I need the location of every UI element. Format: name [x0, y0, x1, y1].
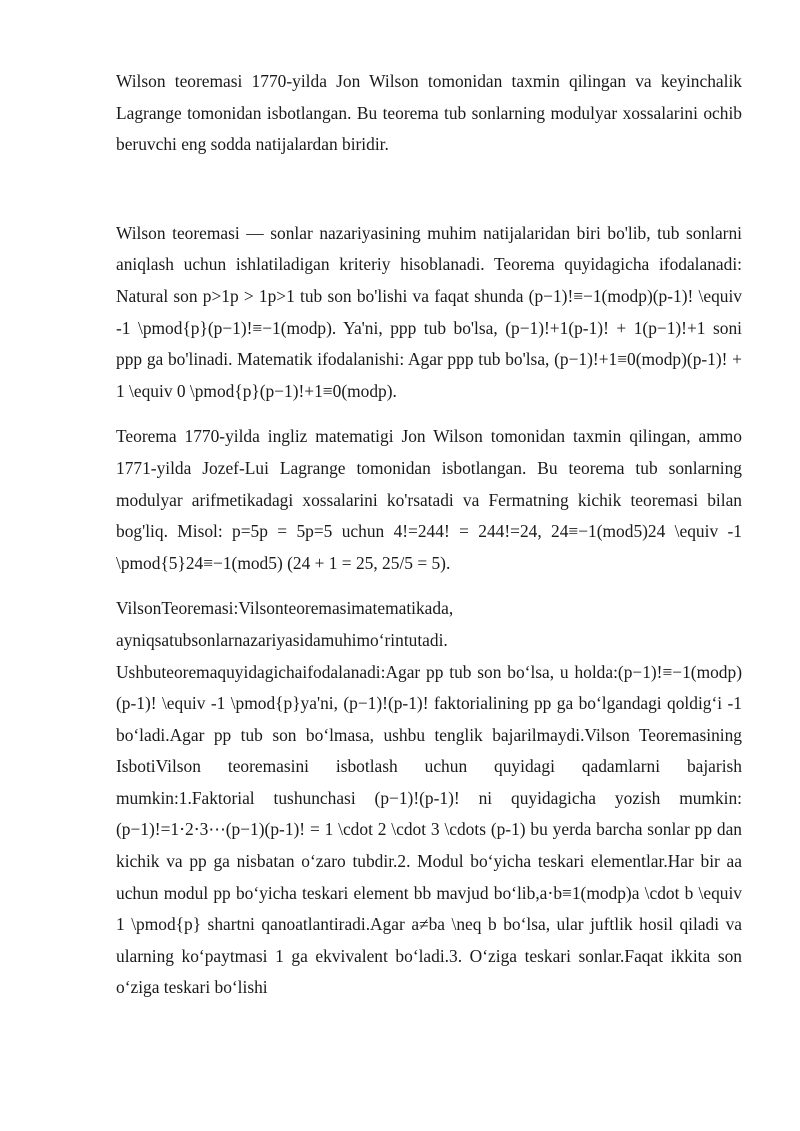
- proof-line-heading: VilsonTeoremasi:Vilsonteoremasimatematikada,: [116, 598, 454, 619]
- paragraph-theorem-statement: Wilson teoremasi — sonlar nazariyasining muhim natijalaridan biri bo'lib, tub sonlarni aniqlash uchun ishlatiladigan kriteriy hisoblanadi. Teorema quyidagicha ifodalanadi: Natural son p>1p > 1p>1 tub son bo'lishi va faqat shunda (p−1)!≡−1(modp)(p-1)! \equiv -1 \pmod{p}(p−1)!≡−1(modp). Ya'ni, ppp tub bo'lsa, (p−1)!+1(p-1)! + 1(p−1)!+1 soni ppp ga bo'linadi. Matematik ifodalanishi: Agar ppp tub bo'lsa, (p−1)!+1≡0(modp)(p-1)! + 1 \equiv 0 \pmod{p}(p−1)!+1≡0(modp).: [116, 222, 742, 401]
- paragraph-proof: [116, 593, 742, 1004]
- proof-body-text: Ushbuteoremaquyidagichaifodalanadi:Agar pp tub son bo‘lsa, u holda:(p−1)!≡−1(modp)(p-1)! \equiv -1 \pmod{p}ya'ni, (p−1)!(p-1)! faktorialining pp ga bo‘lgandagi qoldig‘i -1 bo‘ladi.Agar pp tub son bo‘lmasa, ushbu tenglik bajarilmaydi.Vilson Teoremasining IsbotiVilson teoremasini isbotlash uchun quyidagi qadamlarni bajarish mumkin:1.Faktorial tushunchasi (p−1)!(p-1)! ni quyidagicha yozish mumkin:(p−1)!=1⋅2⋅3⋯(p−1)(p-1)! = 1 \cdot 2 \cdot 3 \cdots (p-1) bu yerda barcha sonlar pp dan kichik va pp ga nisbatan o‘zaro tubdir.2. Modul bo‘yicha teskari elementlar.Har bir aa uchun modul pp bo‘yicha teskari element bb mavjud bo‘lib,a⋅b≡1(modp)a \cdot b \equiv 1 \pmod{p} shartni qanoatlantiradi.Agar a≠ba \neq b bo‘lsa, ular juftlik hosil qiladi va ularning ko‘paytmasi 1 ga ekvivalent bo‘ladi.3. O‘ziga teskari sonlar.Faqat ikkita son o‘ziga teskari bo‘lishi: [116, 661, 742, 998]
- document-page: [116, 66, 742, 1004]
- paragraph-spacer: [116, 579, 742, 593]
- paragraph-history-example: Teorema 1770-yilda ingliz matematigi Jon Wilson tomonidan taxmin qilingan, ammo 1771-yilda Jozef-Lui Lagrange tomonidan isbotlangan. Bu teorema tub sonlarning modulyar arifmetikadagi xossalarini ko'rsatadi va Fermatning kichik teoremasi bilan bog'liq. Misol: p=5p = 5p=5 uchun 4!=244! = 244!=24, 24≡−1(mod5)24 \equiv -1 \pmod{5}24≡−1(mod5) (24 + 1 = 25, 25/5 = 5).: [116, 426, 742, 573]
- paragraph-spacer: [116, 407, 742, 421]
- proof-line-intro: ayniqsatubsonlarnazariyasidamuhimo‘rintutadi.: [116, 629, 448, 650]
- paragraph-spacer: [116, 161, 742, 218]
- paragraph-intro: Wilson teoremasi 1770-yilda Jon Wilson tomonidan taxmin qilingan va keyinchalik Lagrange tomonidan isbotlangan. Bu teorema tub sonlarning modulyar xossalarini ochib beruvchi eng sodda natijalardan biridir.: [116, 71, 742, 155]
